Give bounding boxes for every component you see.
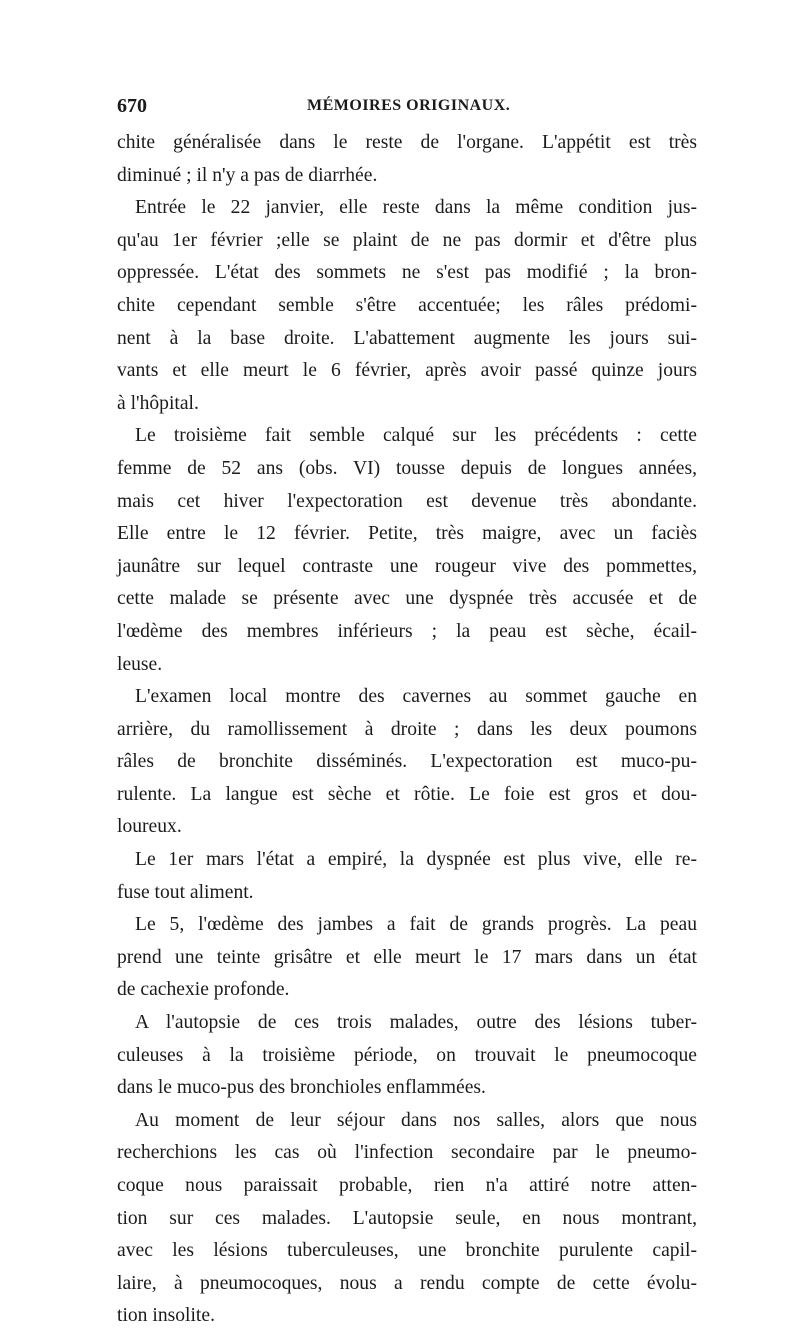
text-line: chite généralisée dans le reste de l'organe. L'appétit est très [117, 132, 697, 153]
text-line: qu'au 1er février ;elle se plaint de ne pas dormir et d'être plus [117, 229, 697, 251]
text-line: Le troisième fait semble calqué sur les précédents : cette [135, 425, 697, 447]
text-line: femme de 52 ans (obs. VI) tousse depuis de longues années, [117, 457, 697, 479]
text-line: arrière, du ramollissement à droite ; dans les deux poumons [117, 718, 697, 740]
text-line: oppressée. L'état des sommets ne s'est pas modifié ; la bron- [117, 262, 697, 284]
text-line: Entrée le 22 janvier, elle reste dans la même condition jus- [135, 197, 697, 219]
text-line: L'examen local montre des cavernes au sommet gauche en [135, 686, 697, 708]
text-line: Au moment de leur séjour dans nos salles, alors que nous [135, 1109, 697, 1131]
text-line: cette malade se présente avec une dyspnée très accusée et de [117, 588, 697, 610]
text-line: tion sur ces malades. L'autopsie seule, en nous montrant, [117, 1207, 697, 1229]
text-line: dans le muco-pus des bronchioles enflammées. [117, 1077, 486, 1099]
text-line: laire, à pneumocoques, nous a rendu compte de cette évolu- [117, 1272, 697, 1294]
text-line: mais cet hiver l'expectoration est devenue très abondante. [117, 490, 697, 512]
text-line: prend une teinte grisâtre et elle meurt le 17 mars dans un état [117, 946, 697, 968]
text-line: chite cependant semble s'être accentuée; les râles prédomi- [117, 294, 697, 316]
text-line: fuse tout aliment. [117, 881, 254, 903]
text-line: Le 5, l'œdème des jambes a fait de grands progrès. La peau [135, 914, 697, 936]
text-line: rulente. La langue est sèche et rôtie. Le foie est gros et dou- [117, 783, 697, 805]
text-line: avec les lésions tuberculeuses, une bronchite purulente capil- [117, 1240, 697, 1262]
page-number: 670 [117, 95, 147, 117]
text-line: A l'autopsie de ces trois malades, outre des lésions tuber- [135, 1012, 697, 1034]
text-line: Elle entre le 12 février. Petite, très maigre, avec un faciès [117, 523, 697, 545]
text-line: de cachexie profonde. [117, 979, 290, 1001]
text-line: vants et elle meurt le 6 février, après avoir passé quinze jours [117, 360, 697, 382]
text-line: coque nous paraissait probable, rien n'a attiré notre atten- [117, 1175, 697, 1196]
text-line: loureux. [117, 816, 182, 838]
text-line: leuse. [117, 653, 163, 675]
running-title: MÉMOIRES ORIGINAUX. [307, 97, 511, 114]
page-header [117, 95, 697, 127]
text-line: l'œdème des membres inférieurs ; la peau est sèche, écail- [117, 620, 697, 642]
text-line: nent à la base droite. L'abattement augmente les jours sui- [117, 327, 697, 349]
body-text [117, 127, 697, 1333]
text-line: tion insolite. [117, 1305, 215, 1327]
book-page [117, 95, 697, 1333]
text-line: à l'hôpital. [117, 392, 199, 414]
text-line: recherchions les cas où l'infection secondaire par le pneumo- [117, 1142, 697, 1164]
text-line: Le 1er mars l'état a empiré, la dyspnée est plus vive, elle re- [135, 849, 697, 871]
text-line: râles de bronchite disséminés. L'expectoration est muco-pu- [117, 751, 697, 773]
text-line: diminué ; il n'y a pas de diarrhée. [117, 164, 378, 186]
text-line: jaunâtre sur lequel contraste une rougeur vive des pommettes, [117, 555, 697, 577]
text-line: culeuses à la troisième période, on trouvait le pneumocoque [117, 1044, 697, 1066]
